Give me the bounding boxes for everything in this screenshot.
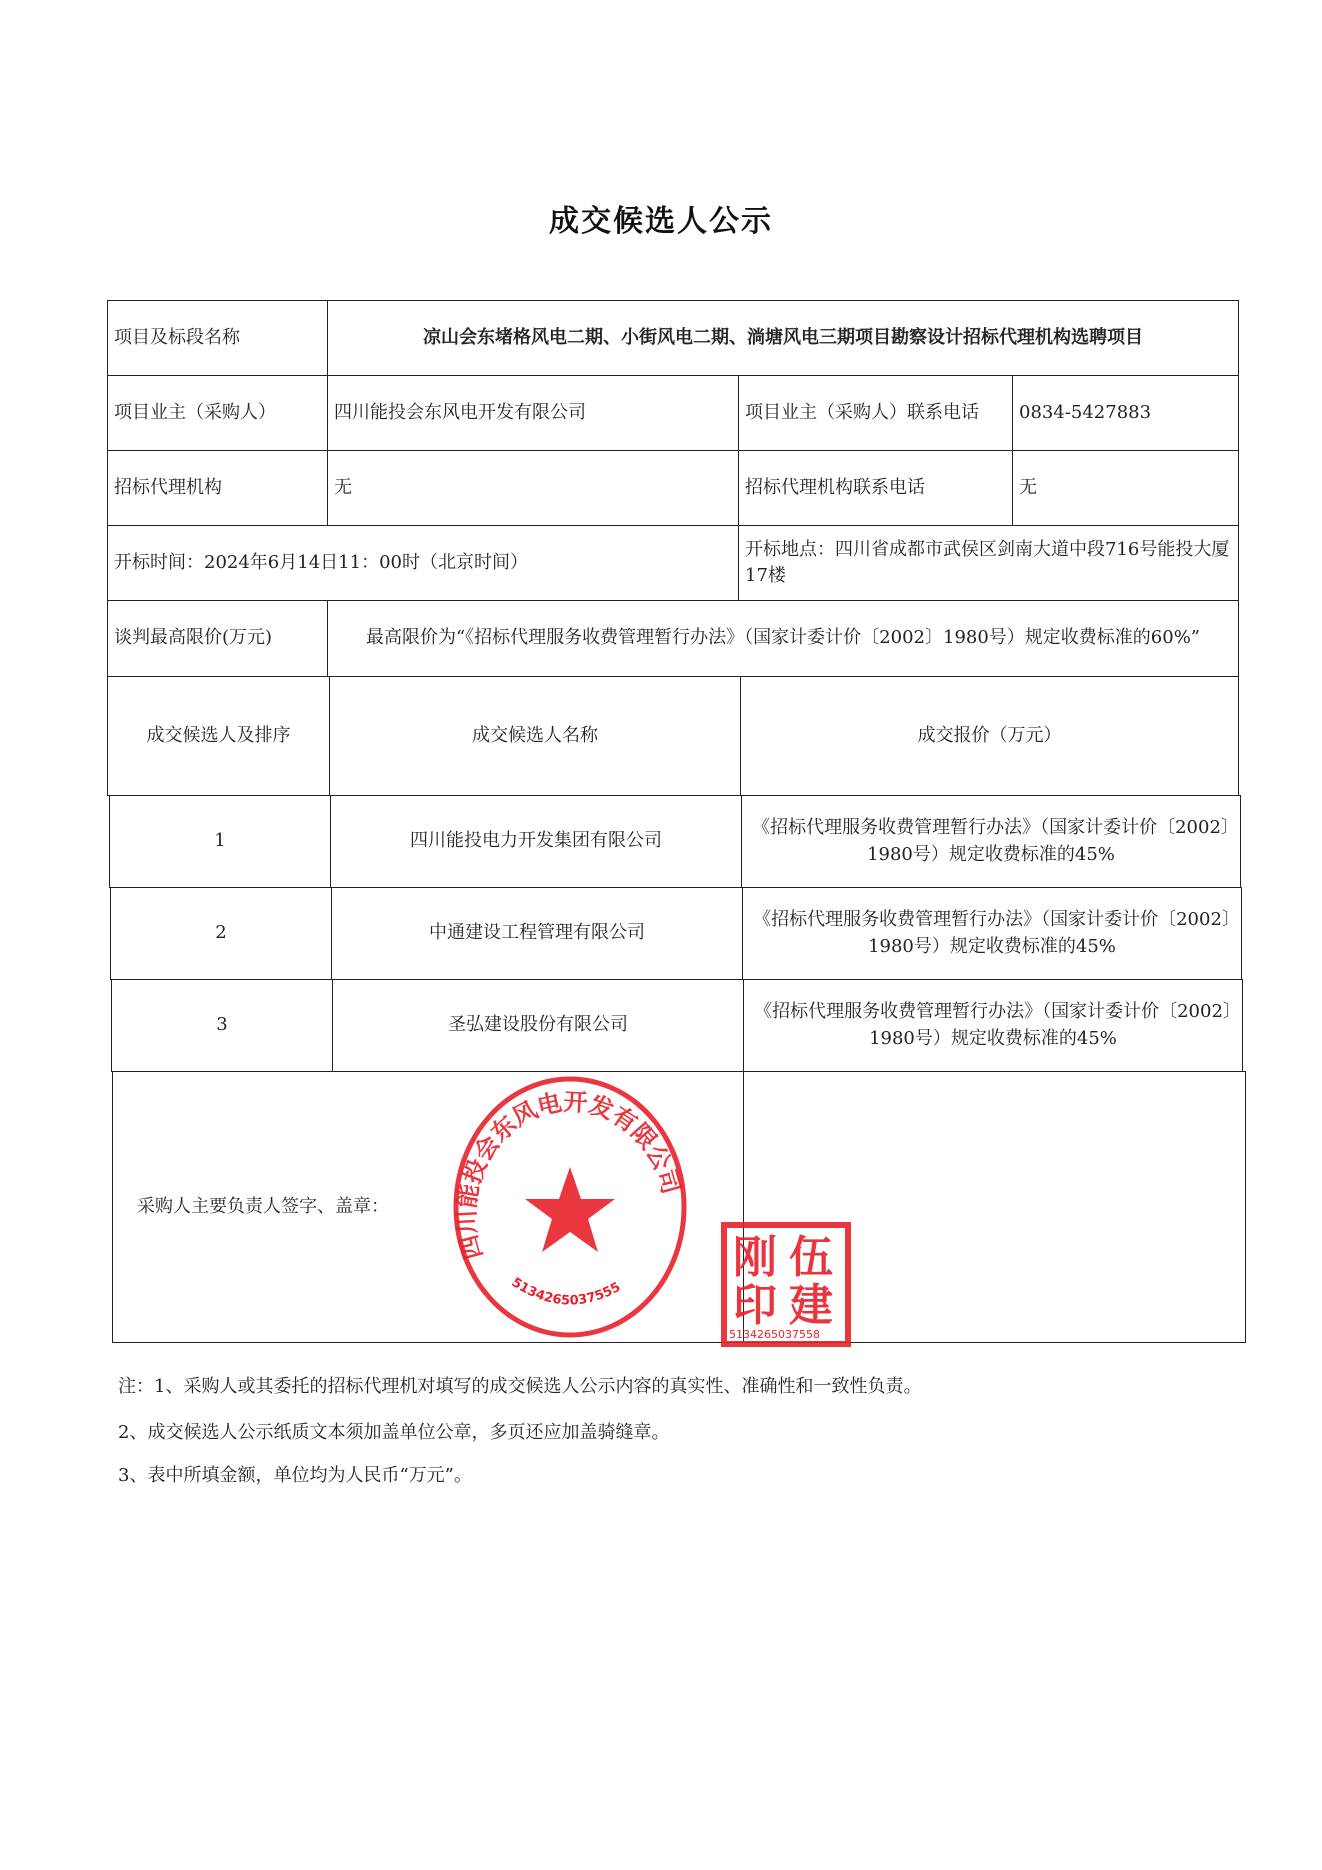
open-time: 开标时间：2024年6月14日11：00时（北京时间） (107, 525, 739, 601)
project-value: 凉山会东堵格风电二期、小街风电二期、淌塘风电三期项目勘察设计招标代理机构选聘项目 (327, 300, 1239, 376)
owner-value: 四川能投会东风电开发有限公司 (327, 375, 739, 451)
agency-phone-label: 招标代理机构联系电话 (738, 450, 1013, 526)
svg-text:伍: 伍 (789, 1232, 833, 1283)
personal-seal (721, 1222, 851, 1347)
max-price-value: 最高限价为“《招标代理服务收费管理暂行办法》（国家计委计价〔2002〕1980号）规定收费标准的60%” (327, 600, 1239, 677)
note-2: 2、成交候选人公示纸质文本须加盖单位公章，多页还应加盖骑缝章。 (118, 1422, 670, 1443)
company-seal (450, 1072, 690, 1342)
svg-text:刚: 刚 (733, 1232, 777, 1283)
candidate-1-rank: 1 (109, 795, 331, 888)
agency-label: 招标代理机构 (107, 450, 328, 526)
note-1: 注：1、采购人或其委托的招标代理机对填写的成交候选人公示内容的真实性、准确性和一致性负责。 (118, 1376, 922, 1397)
project-label: 项目及标段名称 (107, 300, 328, 376)
svg-text:5134265037555: 5134265037555 (508, 1275, 624, 1309)
candidate-3-rank: 3 (111, 979, 333, 1072)
candidate-1-name: 四川能投电力开发集团有限公司 (330, 795, 742, 888)
owner-phone-value: 0834-5427883 (1012, 375, 1239, 451)
note-3: 3、表中所填金额，单位均为人民币“万元”。 (118, 1465, 472, 1486)
open-place: 开标地点：四川省成都市武侯区剑南大道中段716号能投大厦17楼 (738, 525, 1239, 601)
agency-phone-value: 无 (1012, 450, 1239, 526)
candidate-3-price: 《招标代理服务收费管理暂行办法》（国家计委计价〔2002〕1980号）规定收费标准的45% (743, 979, 1243, 1072)
candidate-2-price: 《招标代理服务收费管理暂行办法》（国家计委计价〔2002〕1980号）规定收费标准的45% (742, 887, 1242, 980)
svg-text:建: 建 (789, 1280, 833, 1331)
candidate-1-price: 《招标代理服务收费管理暂行办法》（国家计委计价〔2002〕1980号）规定收费标准的45% (741, 795, 1241, 888)
signature-label: 采购人主要负责人签字、盖章： (137, 1195, 389, 1217)
candidate-3-name: 圣弘建设股份有限公司 (332, 979, 744, 1072)
agency-value: 无 (327, 450, 739, 526)
candidate-2-name: 中通建设工程管理有限公司 (331, 887, 743, 980)
candidate-2-rank: 2 (110, 887, 332, 980)
svg-text:5134265037558: 5134265037558 (729, 1328, 820, 1341)
header-name: 成交候选人名称 (329, 676, 741, 796)
header-rank: 成交候选人及排序 (107, 676, 330, 796)
max-price-label: 谈判最高限价(万元) (107, 600, 328, 677)
svg-text:四川能投会东风电开发有限公司: 四川能投会东风电开发有限公司 (452, 1087, 686, 1263)
page-title: 成交候选人公示 (549, 204, 773, 239)
header-price: 成交报价（万元） (740, 676, 1239, 796)
svg-text:印: 印 (733, 1280, 777, 1331)
owner-label: 项目业主（采购人） (107, 375, 328, 451)
owner-phone-label: 项目业主（采购人）联系电话 (738, 375, 1013, 451)
seal-star-icon (525, 1167, 615, 1252)
